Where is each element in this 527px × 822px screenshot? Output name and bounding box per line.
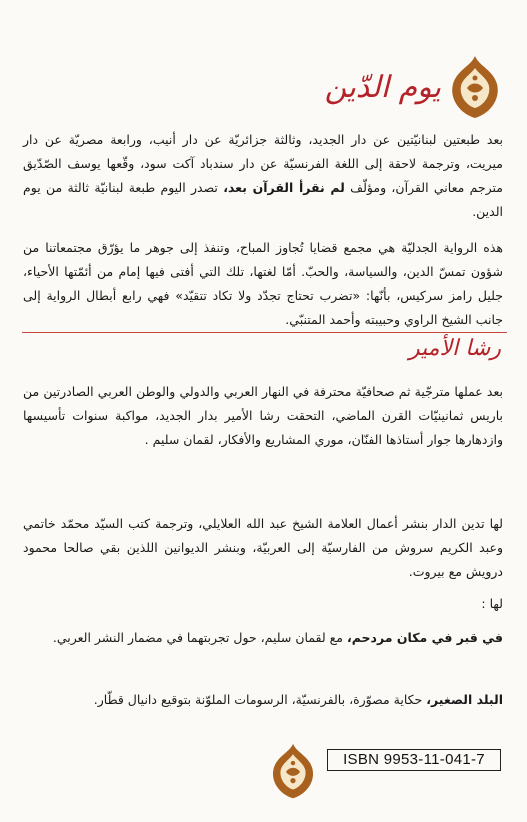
isbn-box: ISBN 9953-11-041-7 (327, 749, 501, 771)
work-1-title: في قبر في مكان مردحم، (347, 630, 503, 645)
author-bio-paragraph-1: بعد عملها مترجّية ثم صحافيّة محترفة في النهار العربي والدولي والوطن العربي الصادرتين من باريس ثمانينيّات القرن الماضي، التحقت رشا الأمير بدار الجديد، مواكبة سنوات تأسيسها وازدهارها جوار أستاذها الفنّان، موري المشاريع والأفكار، لقمان سليم . (23, 384, 503, 447)
about-p1-bold-title: لم نقرأ القرآن بعد، (223, 180, 345, 195)
work-2-description: حكاية مصوّرة، بالفرنسيّة، الرسومات الملوّنة بتوقيع دانيال قطّار. (93, 692, 423, 707)
section-divider (22, 332, 507, 333)
author-bio-paragraph-2: لها تدين الدار بنشر أعمال العلامة الشيخ عبد الله العلايلي، وترجمة كتب السيّد محمّد خاتمي وعبد الكريم سروش من الفارسيّة إلى العربيّة، وبنشر الديوانين اللذين بقي صالحا محمود درويش مع بيروت. (23, 516, 503, 579)
title-row (325, 52, 501, 122)
publisher-emblem-icon (449, 54, 501, 120)
author-name: رشا الأمير (409, 336, 501, 361)
works-label: لها : (481, 596, 503, 611)
work-2-title: البلد الصغير، (426, 692, 503, 707)
work-1-description: مع لقمان سليم، حول تجربتهما في مضمار النشر العربي. (52, 630, 344, 645)
about-p1-part-b: تصدر اليوم طبعة لبنانيّة ثالثة من يوم الدين. (23, 180, 503, 219)
about-paragraph-2: هذه الرواية الجدليّة هي مجمع قضايا تُجاوز المباح، وتنفذ إلى جوهر ما يؤرّق مجتمعاتنا من شؤون تمسّ الدين، والسياسة، والحبّ. أمّا لغتها، تلك التي أفتى فيها إمام من أئمّتها الأحياء، جليل رامز سركيس، بأنّها: «تضرب تحتاج تجدّد ولا تكاد تتقيّد» فهي رابع أبطال الرواية إلى جانب الشيخ الراوي وحبيبته وأحمد المتنبّي. (23, 240, 503, 327)
publisher-emblem-icon (270, 742, 316, 800)
work-item-2 (23, 688, 503, 712)
about-p1-part-a: بعد طبعتين لبنانيّتين عن دار الجديد، وثالثة جزائريّة عن دار أنيب، ورابعة مصريّة عن دار ميريت، وترجمة لاحقة إلى اللغة الفرنسيّة عن دار سندباد آكت سود، وقّعها يوسف الصّدّيق مترجم معاني القرآن، ومؤلّف (23, 132, 503, 195)
book-title: يوم الدّين (324, 69, 441, 105)
about-paragraph-1 (23, 128, 503, 224)
work-item-1 (23, 626, 503, 650)
